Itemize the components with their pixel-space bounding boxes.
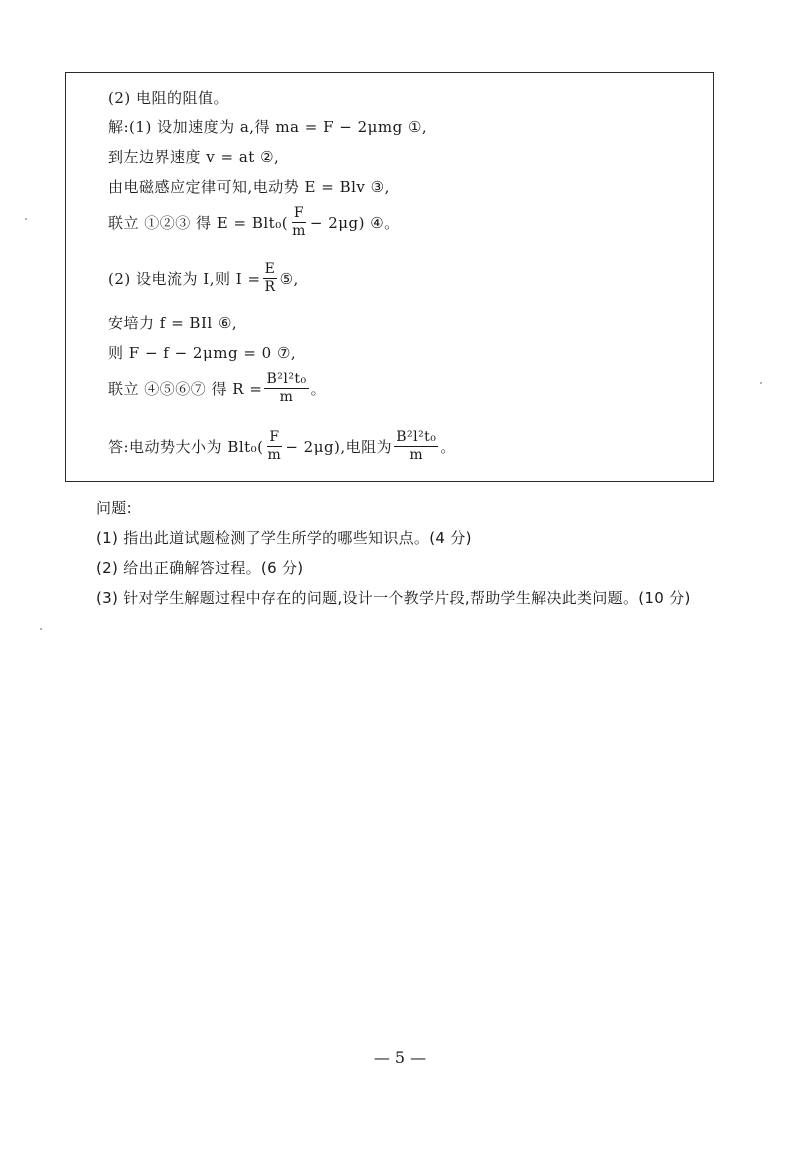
- line5-text: 联立 ①②③ 得 E = Blt₀(: [108, 214, 289, 233]
- fraction-denominator: m: [409, 447, 424, 464]
- line6-text-end: ⑤,: [279, 269, 299, 288]
- scan-speck: [25, 218, 27, 220]
- question-2: (2) 给出正确解答过程。(6 分): [96, 559, 304, 577]
- line6-text: (2) 设电流为 I,则 I =: [108, 270, 261, 289]
- fraction-numerator: F: [267, 430, 281, 447]
- fraction-e-over-r: [263, 262, 278, 296]
- fraction-f-over-m: [290, 206, 308, 240]
- fraction-denominator: R: [264, 279, 276, 296]
- solution-line-8: 则 F − f − 2μmg = 0 ⑦,: [108, 344, 297, 362]
- fraction-numerator: B²l²t₀: [394, 430, 438, 447]
- solution-line-9: [108, 372, 326, 406]
- line10-text-mid: − 2μg),电阻为: [285, 438, 393, 457]
- solution-line-3: 到左边界速度 v = at ②,: [108, 148, 280, 166]
- fraction-resistance: [264, 372, 308, 406]
- line10-text-end: 。: [440, 438, 456, 457]
- line10-text: 答:电动势大小为 Blt₀(: [108, 438, 264, 457]
- scan-speck: [760, 382, 762, 384]
- solution-line-5: [108, 206, 400, 240]
- fraction-numerator: F: [292, 206, 306, 223]
- line9-text-end: 。: [310, 380, 327, 399]
- solution-line-2: 解:(1) 设加速度为 a,得 ma = F − 2μmg ①,: [108, 118, 428, 136]
- question-3: (3) 针对学生解题过程中存在的问题,设计一个教学片段,帮助学生解决此类问题。(10 分): [96, 589, 691, 607]
- fraction-denominator: m: [267, 447, 282, 464]
- solution-line-4: 由电磁感应定律可知,电动势 E = Blv ③,: [108, 178, 390, 196]
- solution-line-6: [108, 262, 299, 296]
- fraction-denominator: m: [279, 389, 294, 406]
- fraction-f-over-m: [266, 430, 284, 464]
- fraction-numerator: E: [263, 262, 278, 279]
- fraction-numerator: B²l²t₀: [264, 372, 308, 389]
- page-number: — 5 —: [373, 1048, 427, 1067]
- line5-text-end: − 2μg) ④。: [309, 214, 400, 233]
- solution-line-1: (2) 电阻的阻值。: [108, 89, 230, 107]
- fraction-denominator: m: [292, 223, 306, 240]
- solution-line-7: 安培力 f = BIl ⑥,: [108, 314, 238, 332]
- solution-line-10: [108, 430, 456, 464]
- question-1: (1) 指出此道试题检测了学生所学的哪些知识点。(4 分): [96, 529, 472, 547]
- fraction-resistance: [394, 430, 438, 464]
- questions-heading: 问题:: [96, 499, 132, 517]
- scan-speck: [40, 628, 42, 630]
- line9-text: 联立 ④⑤⑥⑦ 得 R =: [108, 380, 263, 399]
